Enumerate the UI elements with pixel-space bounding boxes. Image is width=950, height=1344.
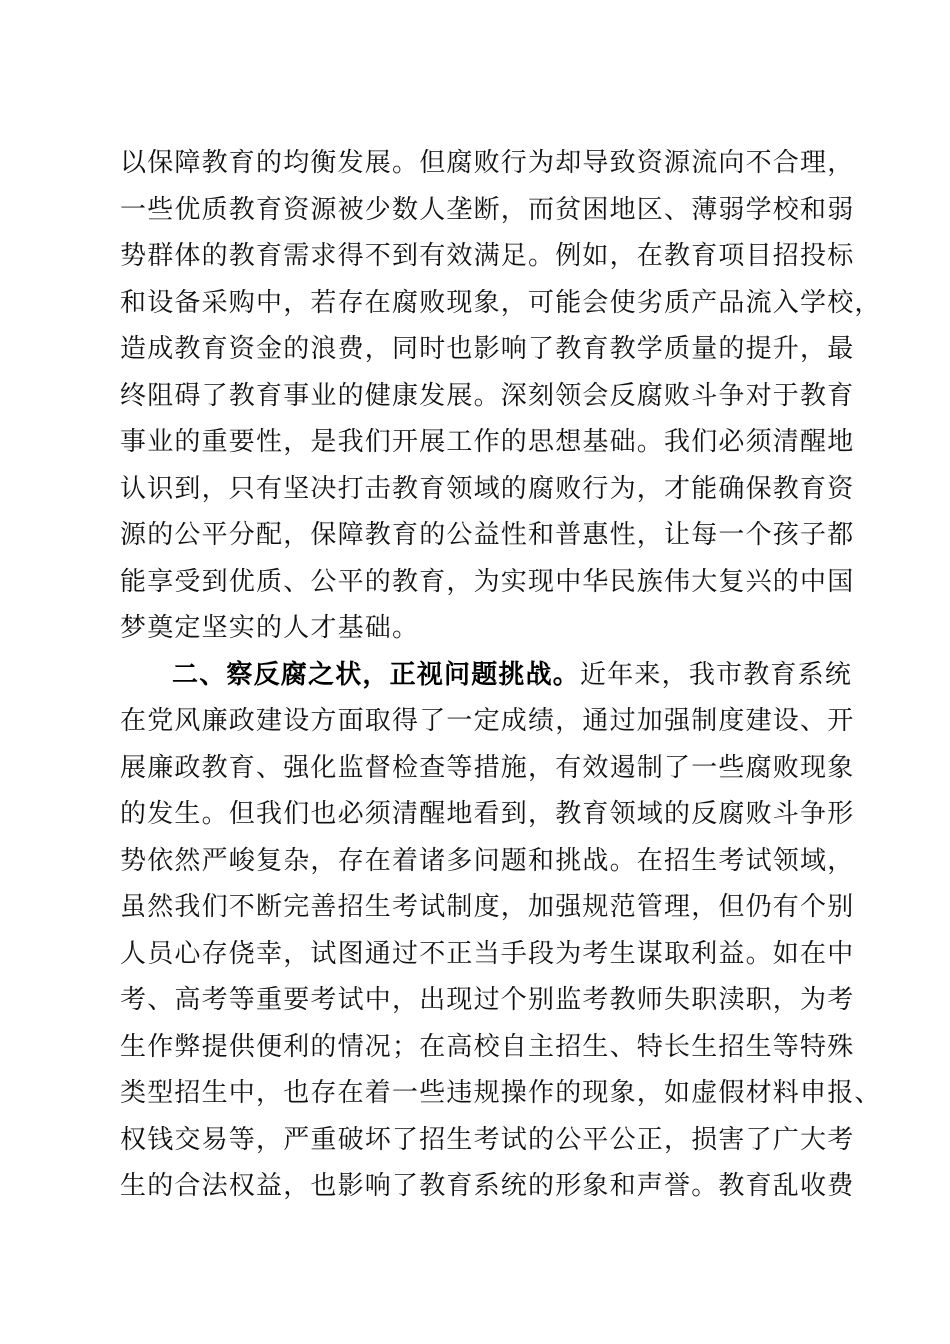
paragraph-1-line-4: 和设备采购中，若存在腐败现象，可能会使劣质产品流入学校， — [120, 287, 882, 318]
paragraph-2-line-2: 在党风廉政建设方面取得了一定成绩，通过加强制度建设、开 — [120, 706, 855, 736]
paragraph-1-line-7: 事业的重要性，是我们开展工作的思想基础。我们必须清醒地 — [120, 427, 855, 457]
paragraph-1-line-3: 势群体的教育需求得不到有效满足。例如，在教育项目招投标 — [120, 241, 855, 271]
paragraph-1-line-10: 能享受到优质、公平的教育，为实现中华民族伟大复兴的中国 — [120, 566, 855, 597]
paragraph-2-line-5: 势依然严峻复杂，存在着诸多问题和挑战。在招生考试领域， — [120, 845, 855, 876]
paragraph-1-line-11: 梦奠定坚实的人才基础。 — [120, 613, 420, 643]
paragraph-2-line-10: 类型招生中，也存在着一些违规操作的现象，如虚假材料申报、 — [120, 1078, 882, 1108]
paragraph-1-line-5: 造成教育资金的浪费，同时也影响了教育教学质量的提升，最 — [120, 334, 855, 364]
paragraph-1-line-6: 终阻碍了教育事业的健康发展。深刻领会反腐败斗争对于教育 — [120, 380, 855, 411]
paragraph-2-line-8: 考、高考等重要考试中，出现过个别监考教师失职渎职，为考 — [120, 985, 855, 1015]
document-body — [120, 140, 882, 1210]
paragraph-1-line-9: 源的公平分配，保障教育的公益性和普惠性，让每一个孩子都 — [120, 520, 855, 550]
paragraph-2-line-11: 权钱交易等，严重破坏了招生考试的公平公正，损害了广大考 — [120, 1124, 855, 1155]
paragraph-2-line-12: 生的合法权益，也影响了教育系统的形象和声誉。教育乱收费 — [120, 1171, 855, 1201]
paragraph-2-line-9: 生作弊提供便利的情况；在高校自主招生、特长生招生等特殊 — [120, 1031, 855, 1062]
paragraph-2-line-6: 虽然我们不断完善招生考试制度，加强规范管理，但仍有个别 — [120, 892, 855, 922]
paragraph-2-line-3: 展廉政教育、强化监督检查等措施，有效遏制了一些腐败现象 — [120, 752, 855, 783]
paragraph-1-line-1: 以保障教育的均衡发展。但腐败行为却导致资源流向不合理， — [120, 148, 855, 178]
paragraph-2-first-line — [120, 652, 853, 699]
paragraph-2-line-4: 的发生。但我们也必须清醒地看到，教育领域的反腐败斗争形 — [120, 799, 855, 829]
section-heading: 二、察反腐之状，正视问题挑战。 — [172, 659, 581, 690]
paragraph-2-line-1-rest: 近年来，我市教育系统 — [580, 659, 853, 690]
paragraph-2-line-7: 人员心存侥幸，试图通过不正当手段为考生谋取利益。如在中 — [120, 938, 855, 969]
paragraph-1-line-2: 一些优质教育资源被少数人垄断，而贫困地区、薄弱学校和弱 — [120, 194, 855, 225]
paragraph-1-line-8: 认识到，只有坚决打击教育领域的腐败行为，才能确保教育资 — [120, 473, 855, 504]
